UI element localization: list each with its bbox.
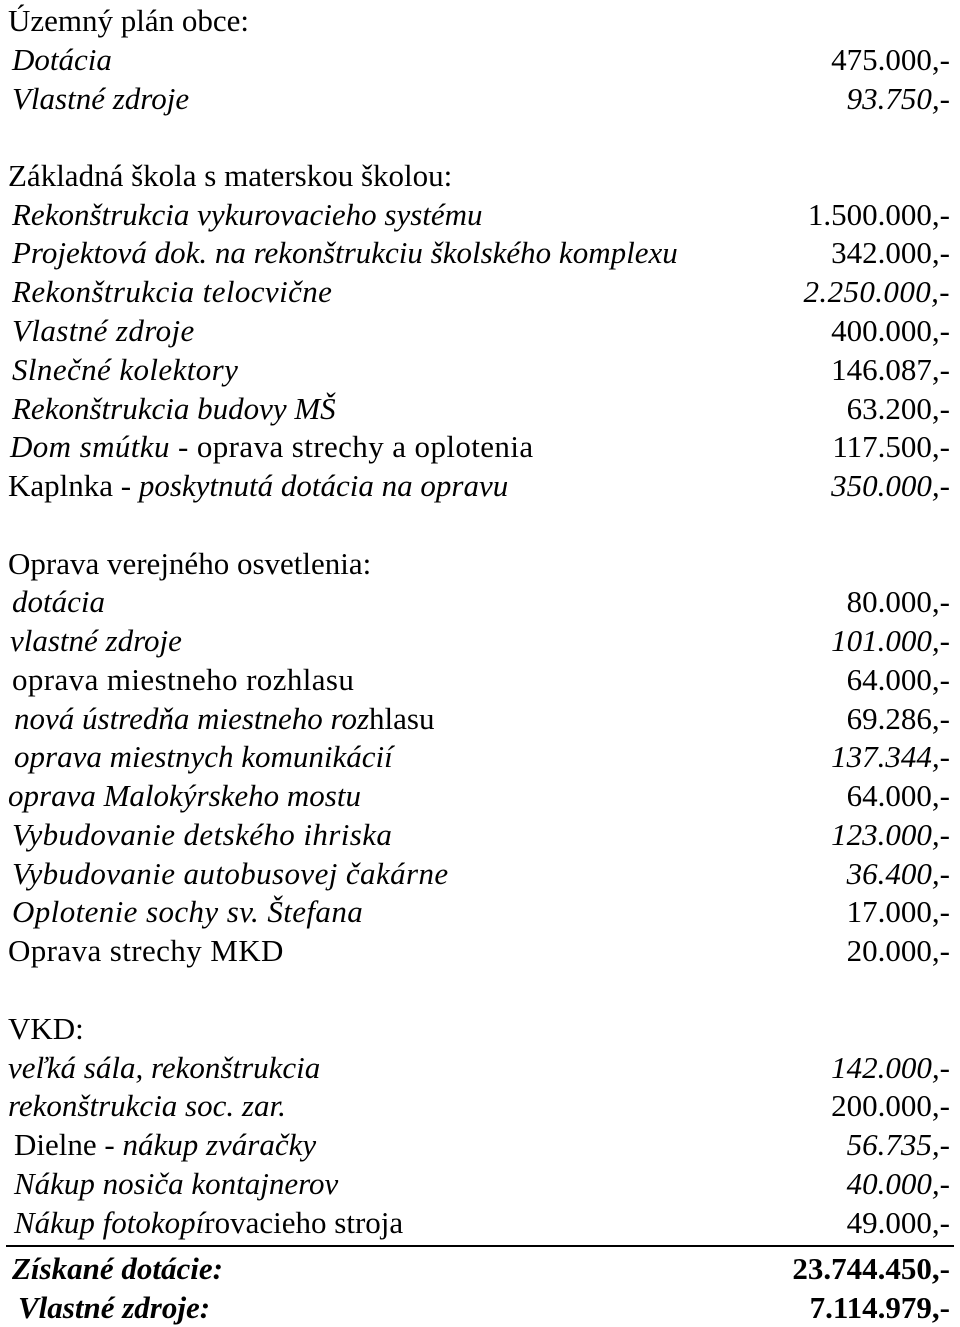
item-amount: 69.286,- [846, 701, 950, 736]
list-item [0, 738, 960, 776]
item-amount: 36.400,- [846, 856, 950, 891]
item-label: Slnečné kolektory [12, 352, 239, 387]
item-label: nová ústredňa miestneho rozhlasu [14, 701, 435, 736]
item-label: Rekonštrukcia budovy MŠ [12, 391, 336, 426]
item-amount: 64.000,- [846, 662, 950, 697]
item-label: Rekonštrukcia telocvične [12, 274, 333, 309]
item-label: Kaplnka - poskytnutá dotácia na opravu [8, 468, 509, 503]
item-label: veľká sála, rekonštrukcia [8, 1050, 321, 1085]
section-heading-zs: Základná škola s materskou školou: [8, 158, 453, 193]
item-label: Vybudovanie detského ihriska [12, 817, 393, 852]
list-item [0, 1165, 960, 1203]
item-amount: 101.000,- [831, 623, 950, 658]
item-amount: 20.000,- [846, 933, 950, 968]
item-label: rekonštrukcia soc. zar. [8, 1088, 286, 1123]
list-item [0, 234, 960, 272]
item-amount: 80.000,- [846, 584, 950, 619]
total-amount: 23.744.450,- [792, 1251, 950, 1286]
list-item [0, 622, 960, 660]
item-label: Rekonštrukcia vykurovacieho systému [12, 197, 483, 232]
item-label: Nákup nosiča kontajnerov [14, 1166, 339, 1201]
list-item [0, 583, 960, 621]
item-amount: 17.000,- [846, 894, 950, 929]
item-label: Nákup fotokopírovacieho stroja [14, 1205, 404, 1240]
item-label: Oplotenie sochy sv. Štefana [12, 894, 364, 929]
item-label: oprava miestnych komunikácií [14, 739, 393, 774]
list-item [0, 855, 960, 893]
item-label: Vlastné zdroje [12, 81, 190, 116]
total-separator-line [6, 1245, 954, 1247]
item-amount: 400.000,- [831, 313, 950, 348]
item-amount: 200.000,- [831, 1088, 950, 1123]
item-label: Dielne - nákup zváračky [14, 1127, 317, 1162]
list-item [0, 390, 960, 428]
list-item [0, 1049, 960, 1087]
item-amount: 117.500,- [832, 429, 950, 464]
item-amount: 342.000,- [831, 235, 950, 270]
item-label: Vybudovanie autobusovej čakárne [12, 856, 449, 891]
item-label: Dotácia [12, 42, 112, 77]
item-label: Oprava strechy MKD [8, 933, 284, 968]
list-item [0, 1126, 960, 1164]
item-amount: 64.000,- [846, 778, 950, 813]
item-label: Dom smútku - oprava strechy a oplotenia [10, 429, 534, 464]
total-row-grants [0, 1250, 960, 1288]
list-item [0, 700, 960, 738]
list-item [0, 273, 960, 311]
list-item [0, 661, 960, 699]
item-amount: 63.200,- [846, 391, 950, 426]
item-amount: 1.500.000,- [807, 197, 950, 232]
item-amount: 350.000,- [831, 468, 950, 503]
total-label: Získané dotácie: [12, 1251, 223, 1286]
list-item [0, 893, 960, 931]
item-label: dotácia [12, 584, 105, 619]
item-amount: 475.000,- [831, 42, 950, 77]
list-item [0, 80, 960, 118]
item-amount: 146.087,- [831, 352, 950, 387]
item-amount: 123.000,- [831, 817, 950, 852]
item-amount: 142.000,- [831, 1050, 950, 1085]
item-label: Projektová dok. na rekonštrukciu školského komplexu [12, 235, 678, 270]
list-item [0, 41, 960, 79]
item-amount: 93.750,- [846, 81, 950, 116]
item-label: oprava miestneho rozhlasu [12, 662, 355, 697]
list-item [0, 816, 960, 854]
total-amount: 7.114.979,- [809, 1290, 950, 1325]
list-item [0, 777, 960, 815]
item-amount: 40.000,- [846, 1166, 950, 1201]
list-item [0, 312, 960, 350]
item-amount: 49.000,- [846, 1205, 950, 1240]
item-label: oprava Malokýrskeho mostu [8, 778, 361, 813]
item-amount: 56.735,- [846, 1127, 950, 1162]
total-label: Vlastné zdroje: [18, 1290, 211, 1325]
list-item [0, 1087, 960, 1125]
item-amount: 2.250.000,- [803, 274, 950, 309]
list-item [0, 932, 960, 970]
list-item [0, 196, 960, 234]
total-row-own [0, 1289, 960, 1327]
section-heading-uzemny: Územný plán obce: [8, 3, 250, 38]
section-heading-vkd: VKD: [8, 1011, 84, 1046]
item-amount: 137.344,- [831, 739, 950, 774]
list-item [0, 1204, 960, 1242]
list-item [0, 351, 960, 389]
list-item [0, 428, 960, 466]
item-label: vlastné zdroje [10, 623, 182, 658]
item-label: Vlastné zdroje [12, 313, 195, 348]
list-item [0, 467, 960, 505]
section-heading-osvetlenie: Oprava verejného osvetlenia: [8, 546, 372, 581]
